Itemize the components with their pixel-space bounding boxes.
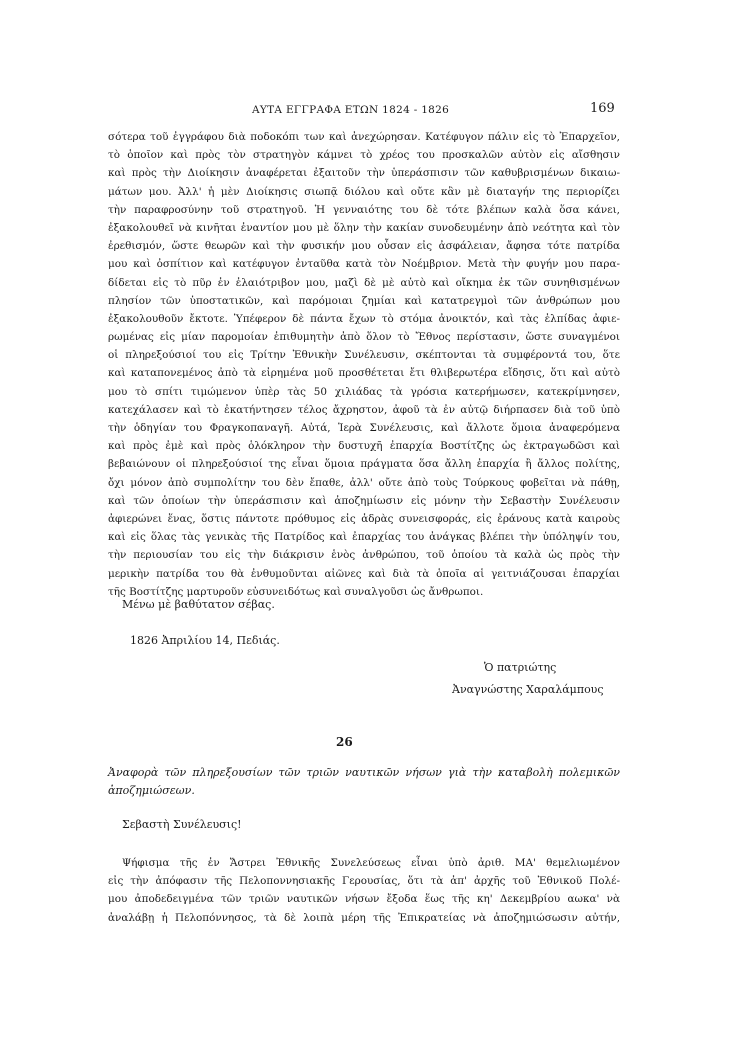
text-line: ἀφιερώνει ἕνας, ὅστις πάντοτε πρόθυμος εἰς ἁδρὰς συνεισφοράς, εἰς ἐράνους κατὰ καιροὺς: [108, 512, 620, 525]
document-26-body: [108, 854, 620, 927]
text-line: καὶ πρὸς ἐμὲ καὶ πρὸς ὁλόκληρον τὴν δυστυχῆ ἐπαρχία Βοστίτζης ὡς ἐκτραγωδῶσι καὶ: [108, 440, 620, 453]
text-line: καὶ καταπονεμένος ἀπὸ τὰ εἰρημένα μοῦ προσθέτεται ἔτι θλιβερωτέρα εἴδησις, ὅτι καὶ αὐτὸ: [108, 367, 620, 380]
document-title: [108, 764, 620, 800]
text-line: τὴν περιουσίαν του εἰς τὴν διάκρισιν ἑνὸς ἀνθρώπου, τοῦ ὁποίου τὰ καλὰ ὡς πρὸς τὴν: [108, 549, 620, 562]
date-place: 1826 Ἀπριλίου 14, Πεδιάς.: [130, 634, 280, 647]
text-line: ἐξακολουθεῖ νὰ κινῆται ἐναντίον μου μὲ ὅλην τὴν κακίαν συνοδευμένην ἀπὸ νεότητα καὶ τὸν: [108, 221, 620, 234]
text-line: κατεχάλασεν καὶ τὸ ἐκατήντησεν τέλος ἄχρηστον, ἀφοῦ τὰ ἐν αὐτῷ διήρπασεν διὰ τοῦ ὑπὸ: [108, 403, 620, 416]
text-line: καὶ εἰς ὅλας τὰς γενικὰς τῆς Πατρίδος καὶ ἐπαρχίας του ἀνάγκας βλέπει τὴν ὑπόληψίν του,: [108, 531, 620, 544]
text-line: τὸ ὁποῖον καὶ πρὸς τὸν στρατηγὸν κάμνει τὸ χρέος του προσκαλῶν αὐτὸν εἰς αἴσθησιν: [108, 149, 620, 162]
page-number: 169: [590, 101, 615, 116]
document-number: 26: [336, 735, 353, 749]
text-line: πλησίον τῶν ὑποστατικῶν, καὶ παρόμοιαι ζημίαι καὶ κατατρεγμοὶ τῶν ἀνθρώπων μου: [108, 294, 620, 307]
text-line: μου καὶ ὀσπίτιον καὶ κατέφυγον ἐνταῦθα κατὰ τὸν Νοέμβριον. Μετὰ τὴν φυγήν μου παρα-: [108, 258, 620, 271]
text-line: ρωμένας εἰς μίαν παρομοίαν ἐπιθυμητὴν ἀπὸ ὅλον τὸ Ἔθνος περίστασιν, ὥστε συναγμένοι: [108, 331, 620, 344]
title-line: Ἀναφορὰ τῶν πληρεξουσίων τῶν τριῶν ναυτικῶν νήσων γιὰ τὴν καταβολὴ πολεμικῶν: [108, 766, 620, 779]
text-line: Ψήφισμα τῆς ἐν Ἄστρει Ἐθνικῆς Συνελεύσεως εἶναι ὑπὸ ἀριθ. ΜΑ' θεμελιωμένον: [122, 857, 620, 869]
text-line: τὴν παραφροσύνην τοῦ στρατηγοῦ. Ἡ γενναιότης του δὲ τότε βλέπων καλὰ ὅσα κάνει,: [108, 203, 620, 216]
signature-name: Ἀναγνώστης Χαραλάμπους: [452, 683, 604, 696]
text-line: καὶ πρὸς τὴν Διοίκησιν ἀναφέρεται ἐξαιτοῦν τὴν ὑπεράσπισιν τῶν καθυβρισμένων δικαιω-: [108, 167, 620, 180]
text-line: δίδεται εἰς τὸ πῦρ ἐν ἐλαιότριβον μου, μαζὶ δὲ μὲ αὐτὸ καὶ οἴκημα ἐκ τῶν συνηθισμένων: [108, 276, 620, 289]
text-line: μου ἀποδεδειγμένα τῶν τριῶν ναυτικῶν νήσων ἔξοδα ἕως τῆς κη' Δεκεμβρίου αωκα' νὰ: [108, 893, 620, 906]
text-line: καὶ τῶν ὁποίων τὴν ὑπεράσπισιν καὶ ἀποζημίωσιν εἰς μόνην τὴν Σεβαστὴν Συνέλευσιν: [108, 494, 620, 507]
document-25-body: [108, 128, 620, 601]
text-line: τῆς Βοστίτζης μαρτυροῦν εὐσυνειδότως καὶ συναλγοῦσι ὡς ἄνθρωποι.: [108, 585, 484, 598]
salutation: Σεβαστὴ Συνέλευσις!: [122, 818, 242, 831]
signature-title: Ὁ πατριώτης: [484, 661, 557, 674]
text-line: μου τὸ σπίτι τιμώμενον ὑπὲρ τὰς 50 χιλιάδας τὰ γρόσια κατερήμωσεν, κατεκρίμνησεν,: [108, 385, 620, 398]
text-line: εἰς τὴν ἀπόφασιν τῆς Πελοποννησιακῆς Γερουσίας, ὅτι τὰ ἀπ' ἀρχῆς τοῦ Ἐθνικοῦ Πολέ-: [108, 875, 620, 888]
text-line: μερικὴν πατρίδα του θὰ ἐνθυμοῦνται αἰῶνες καὶ διὰ τὰ ὁποῖα αἱ γειτνιάζουσαι ἐπαρχίαι: [108, 567, 620, 580]
closing-formula: Μένω μὲ βαθύτατον σέβας.: [122, 598, 275, 611]
text-line: ἀναλάβῃ ἡ Πελοπόννησος, τὰ δὲ λοιπὰ μέρη τῆς Ἐπικρατείας νὰ ἀποζημιώσωσιν αὐτήν,: [108, 911, 620, 924]
text-line: τὴν ὁδηγίαν του Φραγκοπαναγῆ. Αὐτά, Ἱερὰ Συνέλευσις, καὶ ἄλλοτε ὅμοια ἀναφερόμενα: [108, 422, 620, 434]
text-line: βεβαιώνουν οἱ πληρεξούσιοί της εἶναι ὅμοια πράγματα ὅσα ἄλλη ἐπαρχία ἢ ἄλλος πολίτης,: [108, 458, 620, 471]
text-line: ὄχι μόνον ἀπὸ συμπολίτην του δὲν ἔπαθε, ἀλλ' οὔτε ἀπὸ τοὺς Τούρκους φοβεῖται νὰ πάθῃ,: [108, 476, 620, 489]
title-line: ἀποζημιώσεων.: [108, 784, 195, 798]
text-line: ἐρεθισμόν, ὥστε θεωρῶν καὶ τὴν φυσικήν μου οὖσαν εἰς ἀσφάλειαν, ἄφησα τότε πατρίδα: [108, 240, 620, 253]
text-line: οἱ πληρεξούσιοί του εἰς Τρίτην Ἐθνικὴν Συνέλευσιν, σκέπτονται τὰ συμφέροντά του, ὅτε: [108, 349, 620, 362]
text-line: μάτων μου. Ἀλλ' ἡ μὲν Διοίκησις σιωπᾷ διόλου καὶ οὔτε κἂν μὲ διαταγήν της περιορίζει: [108, 185, 620, 198]
text-line: ἐξακολουθοῦν ἔκτοτε. Ὑπέφερον δὲ πάντα ἔχων τὸ στόμα ἀνοικτόν, καὶ τὰς ἐλπίδας ἀφιε-: [108, 312, 620, 325]
running-head: ΑΥΤΑ ΕΓΓΡΑΦΑ ΕΤΩΝ 1824 - 1826: [252, 104, 450, 116]
text-line: σότερα τοῦ ἐγγράφου διὰ ποδοκόπι των καὶ ἀνεχώρησαν. Κατέφυγον πάλιν εἰς τὸ Ἐπαρχεῖον,: [108, 131, 620, 143]
